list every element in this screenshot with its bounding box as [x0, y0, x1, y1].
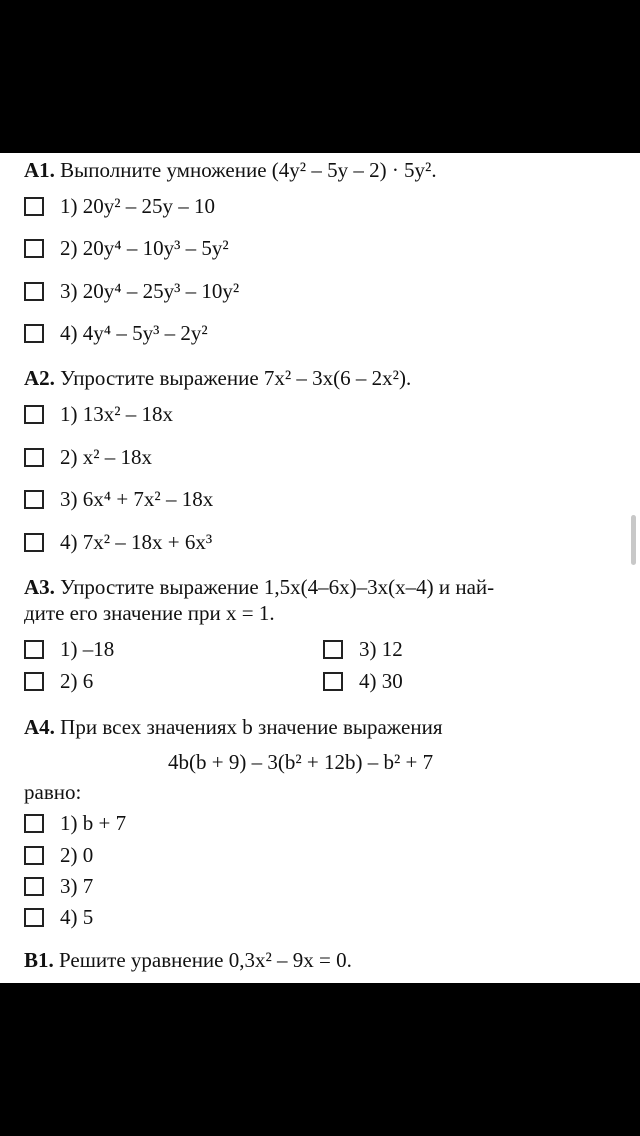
checkbox-a1-1[interactable] — [24, 197, 44, 216]
option-a2-3: 3) 6x⁴ + 7x² – 18x — [60, 487, 214, 511]
option-a4-3: 3) 7 — [60, 874, 94, 898]
question-label: A1. — [24, 158, 55, 182]
option-a1-4: 4) 4y⁴ – 5y³ – 2y² — [60, 321, 208, 345]
checkbox-a3-2[interactable] — [24, 672, 44, 691]
checkbox-a2-3[interactable] — [24, 490, 44, 509]
question-text: Решите уравнение 0,3x² – 9x = 0. — [59, 948, 352, 972]
option-a2-1: 1) 13x² – 18x — [60, 402, 174, 426]
question-a3 — [24, 574, 494, 600]
checkbox-a1-3[interactable] — [24, 282, 44, 301]
option-a3-4: 4) 30 — [359, 669, 403, 693]
question-b1 — [24, 947, 352, 973]
question-label: A3. — [24, 575, 55, 599]
checkbox-a4-1[interactable] — [24, 814, 44, 833]
option-a4-4: 4) 5 — [60, 905, 94, 929]
question-a3-line2: дите его значение при x = 1. — [24, 601, 275, 625]
option-a3-2: 2) 6 — [60, 669, 94, 693]
question-a4-expression: 4b(b + 9) – 3(b² + 12b) – b² + 7 — [168, 750, 434, 774]
option-a3-3: 3) 12 — [359, 637, 403, 661]
question-label: A4. — [24, 715, 55, 739]
question-text: Упростите выражение 7x² – 3x(6 – 2x²). — [60, 366, 412, 390]
option-a1-2: 2) 20y⁴ – 10y³ – 5y² — [60, 236, 229, 260]
checkbox-a4-2[interactable] — [24, 846, 44, 865]
scrollbar[interactable] — [631, 515, 636, 565]
checkbox-a2-1[interactable] — [24, 405, 44, 424]
question-text: При всех значениях b значение выражения — [60, 715, 443, 739]
checkbox-a2-4[interactable] — [24, 533, 44, 552]
question-a1 — [24, 157, 437, 183]
question-a4-after: равно: — [24, 780, 82, 804]
question-a4 — [24, 714, 443, 740]
option-a2-2: 2) x² – 18x — [60, 445, 153, 469]
checkbox-a4-3[interactable] — [24, 877, 44, 896]
question-label: A2. — [24, 366, 55, 390]
option-a1-3: 3) 20y⁴ – 25y³ – 10y² — [60, 279, 240, 303]
checkbox-a1-2[interactable] — [24, 239, 44, 258]
question-a2 — [24, 365, 411, 391]
worksheet-page — [0, 153, 640, 983]
checkbox-a3-1[interactable] — [24, 640, 44, 659]
option-a2-4: 4) 7x² – 18x + 6x³ — [60, 530, 213, 554]
option-a3-1: 1) –18 — [60, 637, 115, 661]
question-label: B1. — [24, 948, 54, 972]
option-a4-2: 2) 0 — [60, 843, 94, 867]
checkbox-a2-2[interactable] — [24, 448, 44, 467]
checkbox-a3-4[interactable] — [323, 672, 343, 691]
checkbox-a1-4[interactable] — [24, 324, 44, 343]
option-a4-1: 1) b + 7 — [60, 811, 127, 835]
option-a1-1: 1) 20y² – 25y – 10 — [60, 194, 216, 218]
question-text: Выполните умножение (4y² – 5y – 2) · 5y². — [60, 158, 437, 182]
checkbox-a3-3[interactable] — [323, 640, 343, 659]
checkbox-a4-4[interactable] — [24, 908, 44, 927]
question-text: Упростите выражение 1,5x(4–6x)–3x(x–4) и най- — [60, 575, 495, 599]
